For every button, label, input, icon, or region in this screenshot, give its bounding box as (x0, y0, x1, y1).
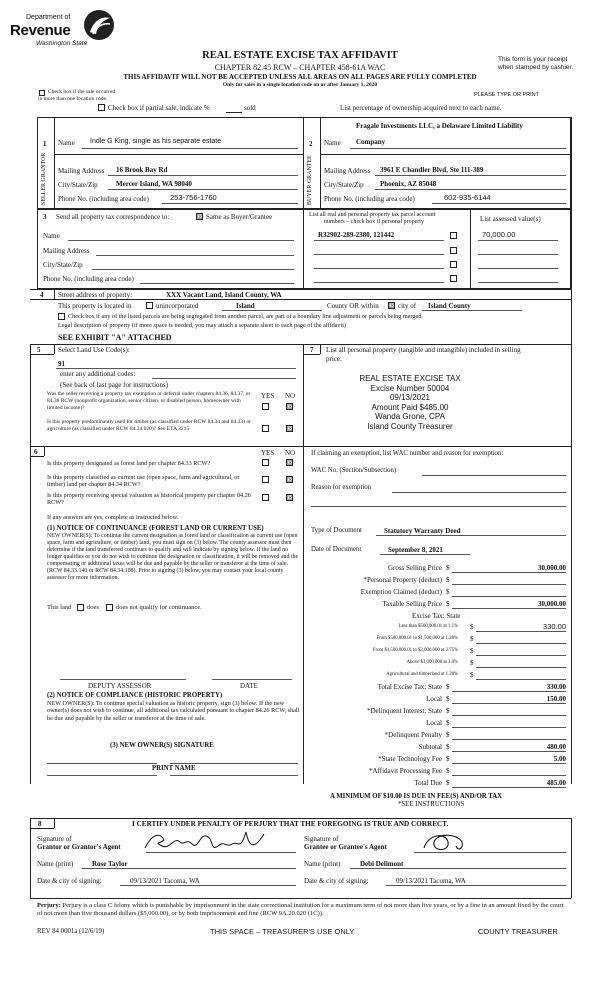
list-percentage-note: List percentage of ownership acquired next to each name. (340, 104, 502, 112)
buyer-mailing: 3961 E Chandler Blvd, Ste 111-389 (380, 166, 484, 174)
s5-yes-header: YES (261, 392, 275, 400)
s6-question-3: Is this property receiving special valuation as historical property per chapter 84.26 RCW? (47, 492, 251, 507)
county-treasurer: COUNTY TREASURER (478, 927, 558, 936)
parcel-2-personal-checkbox[interactable] (450, 247, 457, 254)
parcel-1-personal-checkbox[interactable] (450, 232, 457, 239)
grantee-signature (418, 828, 478, 856)
county-name: Island (236, 302, 255, 310)
personal-label: *Personal Property (deduct) (363, 576, 442, 584)
stamp-line-4: Amount Paid $485.00 (371, 402, 449, 412)
street-label: Street address of property: (58, 291, 133, 299)
local-value: 150.00 (546, 695, 566, 703)
does-qualify-checkbox[interactable] (77, 604, 84, 611)
local2-label: Local (426, 719, 442, 727)
land-use-code: 91 (58, 360, 65, 368)
dor-emblem-icon (80, 8, 118, 42)
corr-name-label: Name (43, 232, 60, 240)
tier-2-dollar: $ (470, 635, 474, 643)
s6-q2-yes-checkbox[interactable] (262, 476, 269, 483)
seller-city-label: City/State/Zip (58, 181, 98, 189)
county-or-label: County OR within (327, 302, 379, 310)
receipt-note-1: This form is your receipt (498, 56, 568, 63)
grantee-agent-label: Grantee or Grantee's Agent (304, 843, 387, 851)
total-due-dollar: $ (446, 779, 450, 787)
local2-dollar: $ (446, 719, 450, 727)
exemption-claim-label: If claiming an exemption, list WAC number and reason for exemption: (311, 450, 504, 457)
subtotal-value: 480.00 (546, 743, 566, 751)
affidavit-fee-label: *Affidavit Processing Fee (369, 767, 442, 775)
subtotal-dollar: $ (446, 743, 450, 751)
perjury-label: Perjury: (37, 902, 61, 909)
tier-3-dollar: $ (470, 647, 474, 655)
does-not-label: does not qualify for continuance. (116, 604, 202, 611)
date-label: DATE (240, 682, 258, 690)
exemption-dollar: $ (446, 588, 450, 596)
buyer-name-line2: Company (356, 138, 386, 146)
exhibit-a: SEE EXHIBIT "A" ATTACHED (58, 333, 172, 342)
parcel-header-1: List all real and personal property tax parcel account (309, 212, 436, 218)
grantee-date-label: Date & city of signing: (304, 877, 369, 885)
assessed-header: List assessed value(s) (480, 215, 541, 223)
interest-label: *Delinquent Interest: State (366, 707, 442, 715)
does-label: does (87, 604, 99, 611)
print-name-label: PRINT NAME (152, 765, 196, 772)
see-back-note: (See back of last page for instructions) (60, 381, 169, 389)
grantee-name-label: Name (print) (304, 860, 341, 868)
s6-question-2: Is this property classified as current use (open space, farm and agricultural, or timber) land per chapter 84.34 RCW? (47, 474, 240, 489)
local-dollar: $ (446, 695, 450, 703)
grantor-date: 09/13/2021 Tacoma, WA (130, 877, 200, 885)
unincorporated-label: unincorporated (156, 302, 199, 310)
section-3-number: 3 (43, 213, 47, 221)
tier-1-dollar: $ (470, 623, 474, 631)
personal-property-label-2: price. (326, 355, 342, 363)
personal-property-label-1: List all personal property (tangible and intangible) included in selling (326, 346, 521, 354)
buyer-mailing-label: Mailing Address (324, 167, 371, 175)
section-7-number: 7 (310, 346, 314, 354)
partial-sale-checkbox[interactable] (98, 104, 105, 111)
notice-2-title: (2) NOTICE OF COMPLIANCE (HISTORIC PROPERTY) (47, 692, 223, 699)
doc-type: Statutory Warranty Deed (384, 527, 461, 535)
same-as-buyer-label: Same as Buyer/Grantee (206, 213, 273, 221)
new-owner-signature-label: (3) NEW OWNER(S) SIGNATURE (110, 742, 214, 749)
personal-dollar: $ (446, 576, 450, 584)
local-label: Local (426, 695, 442, 703)
total-state-label: Total Excise Tax: State (377, 683, 442, 691)
section-2-number: 2 (309, 140, 313, 148)
street-address: XXX Vacant Land, Island County, WA (166, 291, 282, 299)
multi-location-label-1: Check box if the sale occurred (48, 89, 116, 95)
deputy-assessor-label: DEPUTY ASSESSOR (88, 682, 152, 690)
s5-question-1: Was the seller receiving a property tax exemption or deferral under chapters 84.36, 84.37, or 84.38 RCW (nonprofit organization, senior citizen, or disabled person, homeowner with limited income)? (47, 391, 251, 411)
gross-value: 30,000.00 (538, 564, 566, 572)
seller-name: Indle G King, single as his separate estate (90, 138, 222, 145)
s6-q1-no-checkbox[interactable]: ☒ (287, 459, 294, 467)
s6-q3-yes-checkbox[interactable] (262, 494, 269, 501)
unincorporated-checkbox[interactable] (146, 302, 153, 309)
interest-dollar: $ (446, 707, 450, 715)
tier-4-label: Above $3,000,000 at 3.0% (406, 660, 458, 665)
notice-1-title: (1) NOTICE OF CONTINUANCE (FOREST LAND OR CURRENT USE) (47, 525, 264, 532)
excise-state-label: Excise Tax: State (412, 612, 461, 620)
section-4-number: 4 (40, 291, 44, 299)
form-warning: THIS AFFIDAVIT WILL NOT BE ACCEPTED UNLESS ALL AREAS ON ALL PAGES ARE FULLY COMPLETED (123, 73, 477, 81)
affidavit-fee-dollar: $ (446, 767, 450, 775)
additional-codes-label: enter any additional codes: (60, 370, 136, 378)
s5-no-header: NO (285, 392, 296, 400)
receipt-note-2: when stamped by cashier. (498, 64, 574, 71)
total-due-label: Total Due (414, 779, 442, 787)
located-label: This property is located in (58, 302, 132, 310)
dept-line3: Washington State (36, 40, 88, 47)
seller-city: Mercer Island, WA 98040 (116, 180, 192, 188)
taxable-label: Taxable Selling Price (382, 600, 442, 608)
seller-name-label: Name (58, 139, 75, 147)
penalty-dollar: $ (446, 731, 450, 739)
stamp-line-1: REAL ESTATE EXCISE TAX (359, 374, 461, 383)
buyer-city: Phoenix, AZ 85048 (380, 180, 437, 188)
dept-line1: Department of (26, 14, 71, 21)
s5-q2-yes-checkbox[interactable] (262, 425, 269, 432)
assessed-value: 70,000.00 (482, 230, 516, 239)
s5-q1-yes-checkbox[interactable] (262, 403, 269, 410)
tier-5-dollar: $ (470, 671, 474, 679)
within-city-checkbox[interactable]: ☒ (389, 302, 396, 310)
wac-label: WAC No. (Section/Subsection) (311, 467, 397, 474)
stamp-line-5: Wanda Grone, CPA (375, 412, 445, 422)
minimum-due-note: A MINIMUM OF $10.00 IS DUE IN FEE(S) AND/OR TAX (330, 793, 503, 800)
see-instructions: *SEE INSTRUCTIONS (398, 801, 465, 808)
penalty-label: *Delinquent Penalty (384, 731, 442, 739)
buyer-name-label: Name (324, 139, 341, 147)
stamp-line-2: Excise Number 50004 (370, 383, 450, 393)
tier-2-label: From $500,000.01 to $1,500,000 at 1.28% (376, 636, 458, 641)
s5-q1-no-checkbox[interactable]: ☒ (287, 403, 294, 411)
stamp-line-6: Island County Treasurer (367, 421, 453, 431)
this-land-label: This land (47, 604, 72, 611)
notice-2-body: NEW OWNER(S): To continue special valuation as historic property, sign (3) below. If the new owner(s) does not wish to continue, all additional tax calculated pursuant to chapter 84.26 RCW, shall be due and payable by the seller or transferor at the time of sale. (47, 700, 300, 722)
seller-phone: 253-756-1760 (170, 193, 217, 202)
total-state-value: 330.00 (546, 683, 566, 691)
buyer-phone-label: Phone No. (including area code) (324, 195, 415, 203)
s6-q3-no-checkbox[interactable]: ☒ (287, 494, 294, 502)
grantor-signature (140, 828, 280, 856)
doc-date-label: Date of Document (311, 546, 362, 553)
corr-mailing-label: Mailing Address (43, 247, 90, 255)
s5-q2-no-checkbox[interactable]: ☒ (287, 425, 294, 433)
form-chapter: CHAPTER 82.45 RCW – CHAPTER 458-61A WAC (214, 63, 386, 72)
dept-line2: Revenue (10, 22, 71, 39)
rev-number: REV 84 0001a (12/6/19) (37, 928, 105, 935)
dor-logo (8, 8, 128, 50)
buyer-name-line1: Fragale Investments LLC, a Delaware Limited Liability (356, 122, 523, 130)
buyer-city-label: City/State/Zip (324, 181, 364, 189)
doc-date: September 8, 2021 (388, 546, 443, 554)
segregated-checkbox[interactable] (58, 313, 65, 320)
tech-fee-label: *State Technology Fee (378, 755, 442, 763)
perjury-text: Perjury is a class C felony which is punishable by imprisonment in the state correctional institution for a maximum term of not more than five years, or by a fine in an amount fixed by the court of not more than five thousand dollars ($5,000.00), or by both imprisonment and fine (RCW 9A.20.020 (1C)). (37, 902, 564, 918)
tier-3-label: From $1,500,000.01 to $3,000,000 at 2.75% (372, 648, 458, 653)
please-type: PLEASE TYPE OR PRINT (474, 92, 540, 98)
form-title: REAL ESTATE EXCISE TAX AFFIDAVIT (202, 50, 398, 61)
partial-sale-sold: sold (244, 104, 256, 112)
segregated-note: Check box if any of the listed parcels are being segregated from another parcel, are part of a boundary line adjustment or parcels being merged. (68, 313, 423, 320)
s6-q2-no-checkbox[interactable]: ☒ (287, 476, 294, 484)
tier-4-dollar: $ (470, 659, 474, 667)
buyer-side-label: BUYER GRANTEE (307, 155, 313, 205)
taxable-dollar: $ (446, 600, 450, 608)
reason-label: Reason for exemption (311, 484, 372, 491)
section-1-number: 1 (43, 140, 47, 148)
total-due-value: 485.00 (546, 779, 566, 787)
grantor-date-label: Date & city of signing: (37, 877, 102, 885)
section-5-number: 5 (37, 346, 41, 354)
doc-type-label: Type of Document (311, 527, 362, 534)
grantor-name-label: Name (print) (37, 860, 74, 868)
treasurer-stamp (330, 374, 490, 432)
section-6-number: 6 (34, 448, 38, 456)
certify-statement: I CERTIFY UNDER PENALTY OF PERJURY THAT THE FOREGOING IS TRUE AND CORRECT. (132, 820, 449, 828)
corr-phone-label: Phone No. (including area code) (43, 275, 134, 283)
parcel-4-personal-checkbox[interactable] (450, 275, 457, 282)
grantor-name: Rose Taylor (92, 860, 128, 868)
land-use-label: Select Land Use Code(s): (58, 346, 130, 354)
multi-location-label-2: in more than one location code. (38, 96, 108, 102)
same-as-buyer-checkbox[interactable]: ☒ (197, 213, 204, 221)
corr-city-label: City/State/Zip (43, 261, 83, 269)
parcel-number: R32902-289-2380, 121442 (318, 231, 395, 239)
exemption-label: Exemption Claimed (deduct) (360, 588, 442, 596)
parcel-3-personal-checkbox[interactable] (450, 261, 457, 268)
tier-1-label: Less than $500,000.01 at 1.1% (398, 624, 458, 629)
parcel-header-2: numbers – check box if personal property (324, 219, 424, 225)
treasurer-space: THIS SPACE – TREASURER'S USE ONLY (210, 927, 355, 936)
grantor-agent-label: Grantor or Grantor's Agent (37, 843, 121, 851)
section-8-number: 8 (38, 820, 42, 828)
send-correspondence-label: Send all property tax correspondence to: (56, 213, 170, 221)
form-location-note: Only for sales in a single location code on or after January 1, 2020 (222, 82, 378, 88)
grantee-sig-of: Signature of (304, 835, 339, 843)
tech-fee-dollar: $ (446, 755, 450, 763)
city-name: Island County (428, 302, 471, 310)
seller-mailing-label: Mailing Address (58, 167, 105, 175)
city-of-label: city of (398, 302, 417, 310)
legal-note: Legal description of property (if more space is needed, you may attach a separate sheet to each page of the affidavit) (58, 322, 346, 329)
partial-sale-label: Check box if partial sale, indicate % (108, 104, 210, 112)
s6-no-header: NO (285, 449, 296, 457)
total-state-dollar: $ (446, 683, 450, 691)
s6-yes-header: YES (261, 449, 275, 457)
s6-q1-yes-checkbox[interactable] (262, 459, 269, 466)
gross-label: Gross Selling Price (387, 564, 442, 572)
s5-question-2: Is this property predominantly used for timber (as classified under RCW 84.34 and 84.33) or agriculture (as classified under RCW 84.34.020)? See ETA 3215 (47, 419, 251, 432)
grantee-date: 09/13/2021 Tacoma, WA (396, 877, 466, 885)
tech-fee-value: 5.00 (553, 755, 566, 763)
subtotal-label: Subtotal (418, 743, 442, 751)
gross-dollar: $ (446, 564, 450, 572)
grantor-sig-of: Signature of (37, 835, 72, 843)
tier-5-label: Agricultural and timberland at 1.28% (386, 672, 458, 677)
if-any-yes: If any answers are yes, complete as instructed below. (47, 514, 179, 521)
stamp-line-3: 09/13/2021 (389, 393, 431, 403)
seller-mailing: 16 Brook Bay Rd (116, 166, 168, 174)
notice-1-body: NEW OWNER(S): To continue the current designation as forest land or classification as current use (open space, farm and agriculture, or timber) land, you must sign on (3) below. The county assessor must then determine if the land transferred continues to qualify and will indicate by signing below. If the land no longer qualifies or you do not wish to continue the designation or classification, it will be removed and the compensating or additional taxes will be due and payable by the seller or transferor at the time of sale. (RCW 84.33.140 or RCW 84.34.108). Prior to signing (3) below, you may contact your local county assessor for more information. (47, 533, 299, 582)
does-not-qualify-checkbox[interactable] (106, 604, 113, 611)
tier-1-value: 330.00 (543, 622, 566, 631)
grantee-name: Debi Delimont (360, 860, 404, 868)
perjury-notice (37, 902, 567, 918)
s6-question-1: Is this property designated as forest land per chapter 84.33 RCW? (47, 460, 211, 467)
buyer-phone: 602-935-6144 (444, 193, 491, 202)
seller-side-label: SELLER GRANTOR (41, 152, 47, 205)
taxable-value: 30,000.00 (538, 600, 566, 608)
seller-phone-label: Phone No. (including area code) (58, 195, 149, 203)
